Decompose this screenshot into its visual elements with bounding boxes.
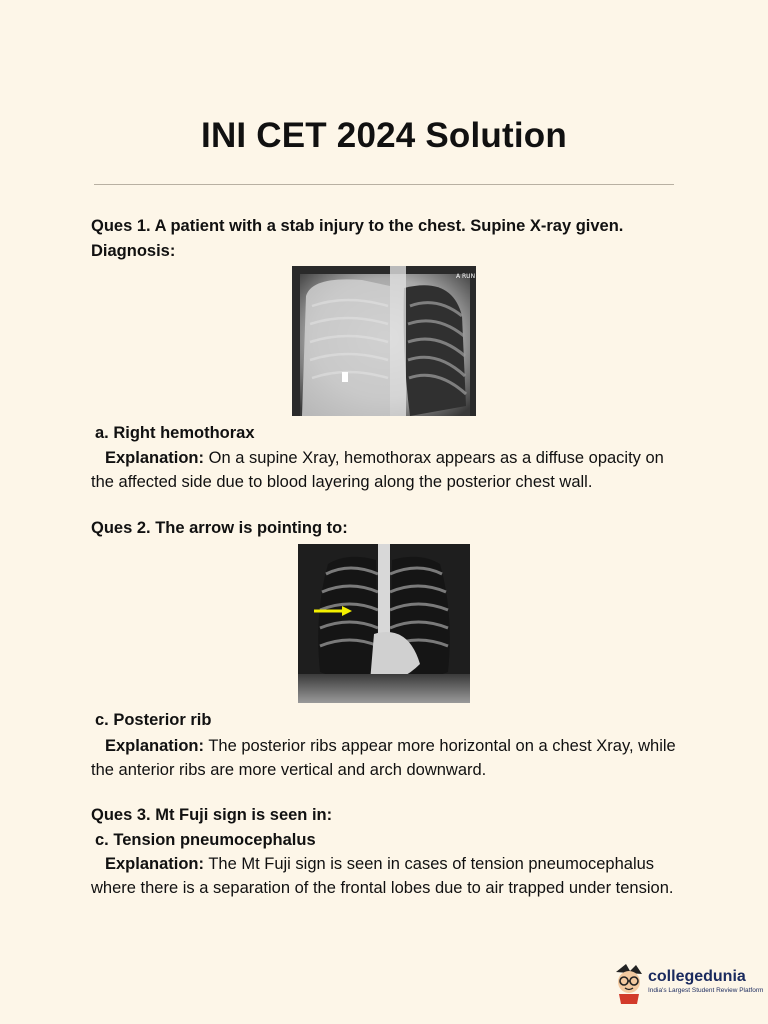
explanation-1 — [91, 446, 691, 494]
explanation-1-text: On a supine Xray, hemothorax appears as a diffuse opacity on the affected side due to blood layering along the posterior chest wall. — [91, 449, 664, 491]
explanation-2 — [91, 734, 691, 782]
logo-name: collegedunia — [648, 968, 746, 985]
answer-1: a. Right hemothorax — [95, 424, 255, 442]
page-title: INI CET 2024 Solution — [201, 116, 567, 155]
question-3: Ques 3. Mt Fuji sign is seen in: — [91, 806, 333, 824]
explanation-1-label: Explanation: — [105, 449, 205, 467]
explanation-2-text: The posterior ribs appear more horizontal on a chest Xray, while the anterior ribs are more vertical and arch downward. — [91, 737, 676, 779]
collegedunia-logo[interactable] — [612, 962, 764, 1004]
explanation-3 — [91, 852, 691, 900]
answer-2: c. Posterior rib — [95, 711, 212, 729]
explanation-3-text: The Mt Fuji sign is seen in cases of tension pneumocephalus where there is a separation of the frontal lobes due to air trapped under tension. — [91, 855, 674, 897]
explanation-2-label: Explanation: — [105, 737, 205, 755]
xray-image-2 — [298, 544, 470, 703]
mascot-icon — [612, 962, 646, 1004]
logo-tagline: India's Largest Student Review Platform — [648, 987, 764, 994]
xray-image-1 — [292, 266, 476, 416]
question-2: Ques 2. The arrow is pointing to: — [91, 519, 348, 537]
explanation-3-label: Explanation: — [105, 855, 205, 873]
xray-1-corner-label: A RUN — [456, 273, 476, 280]
title-divider — [94, 184, 674, 185]
answer-3: c. Tension pneumocephalus — [95, 831, 316, 849]
question-1: Ques 1. A patient with a stab injury to the chest. Supine X-ray given. Diagnosis: — [91, 217, 624, 260]
